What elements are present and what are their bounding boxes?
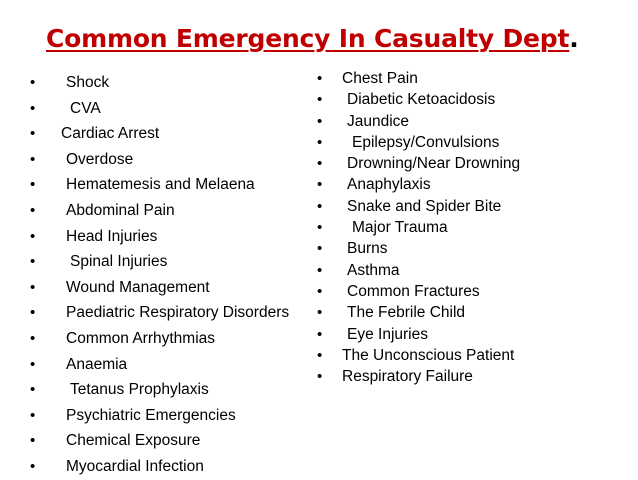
- list-item-text: Anaphylaxis: [347, 176, 431, 194]
- bullet-icon: •: [317, 240, 323, 258]
- list-item-text: CVA: [70, 99, 101, 117]
- list-item: [317, 345, 617, 366]
- list-item: [317, 217, 617, 238]
- bullet-icon: •: [317, 155, 323, 173]
- list-item-text: Respiratory Failure: [342, 368, 473, 386]
- list-item-text: Chest Pain: [342, 70, 418, 87]
- list-item-text: Paediatric Respiratory Disorders: [66, 304, 290, 322]
- list-item-text: Anaemia: [66, 355, 128, 373]
- list-item: [30, 96, 320, 122]
- bullet-icon: •: [317, 346, 323, 364]
- list-item-text: Wound Management: [66, 278, 210, 296]
- list-item-text: Psychiatric Emergencies: [66, 406, 236, 424]
- bullet-icon: •: [30, 125, 36, 143]
- list-item: [317, 281, 617, 302]
- bullet-icon: •: [317, 368, 323, 386]
- list-item: [30, 326, 320, 352]
- bullet-icon: •: [30, 457, 36, 475]
- list-item-text: Common Arrhythmias: [66, 329, 216, 347]
- list-item: [317, 132, 617, 153]
- bullet-icon: •: [30, 74, 36, 91]
- slide-title-period: .: [569, 24, 579, 53]
- list-item: [317, 260, 617, 281]
- list-item: [30, 352, 320, 378]
- list-item-text: Myocardial Infection: [66, 457, 204, 475]
- list-item-text: Major Trauma: [352, 219, 448, 237]
- left-bullet-list: [30, 70, 320, 480]
- slide-title: [46, 22, 579, 56]
- list-item: [317, 302, 617, 323]
- bullet-icon: •: [30, 99, 36, 117]
- list-item: [30, 198, 320, 224]
- list-item: [30, 300, 320, 326]
- list-item: [30, 224, 320, 250]
- list-item: [30, 377, 320, 403]
- bullet-icon: •: [30, 432, 36, 450]
- bullet-icon: •: [317, 112, 323, 130]
- bullet-icon: •: [30, 227, 36, 245]
- bullet-icon: •: [30, 355, 36, 373]
- bullet-icon: •: [317, 219, 323, 237]
- bullet-icon: •: [30, 304, 36, 322]
- list-item-text: Tetanus Prophylaxis: [70, 381, 209, 399]
- bullet-icon: •: [30, 278, 36, 296]
- slide-title-text: Common Emergency In Casualty Dept: [46, 24, 570, 53]
- list-item-text: Snake and Spider Bite: [347, 197, 502, 215]
- list-item-text: Spinal Injuries: [70, 253, 168, 271]
- bullet-icon: •: [30, 381, 36, 399]
- list-item-text: Hematemesis and Melaena: [66, 176, 255, 194]
- list-item: [30, 70, 320, 96]
- right-bullet-list: [317, 68, 617, 387]
- list-item-text: Overdose: [66, 150, 134, 168]
- list-item: [317, 366, 617, 387]
- list-item: [317, 196, 617, 217]
- list-item: [30, 121, 320, 147]
- bullet-icon: •: [317, 197, 323, 215]
- bullet-icon: •: [317, 133, 323, 151]
- list-item: [317, 174, 617, 195]
- bullet-icon: •: [30, 150, 36, 168]
- list-item-text: The Febrile Child: [347, 304, 466, 322]
- list-item-text: Common Fractures: [347, 282, 480, 300]
- bullet-icon: •: [30, 253, 36, 271]
- list-item-text: Abdominal Pain: [66, 201, 175, 219]
- list-item: [30, 249, 320, 275]
- bullet-icon: •: [317, 325, 323, 343]
- bullet-icon: •: [30, 329, 36, 347]
- list-item: [30, 147, 320, 173]
- list-item: [30, 454, 320, 480]
- list-item-text: Cardiac Arrest: [61, 125, 160, 143]
- list-item-text: Epilepsy/Convulsions: [352, 133, 500, 151]
- bullet-icon: •: [30, 201, 36, 219]
- list-item: [317, 153, 617, 174]
- list-item: [30, 172, 320, 198]
- list-item-text: Jaundice: [347, 112, 410, 130]
- list-item-text: Burns: [347, 240, 388, 258]
- list-item-text: Chemical Exposure: [66, 432, 201, 450]
- list-item-text: Shock: [66, 74, 110, 91]
- bullet-icon: •: [317, 70, 323, 87]
- bullet-icon: •: [317, 91, 323, 109]
- list-item: [30, 275, 320, 301]
- list-item-text: Head Injuries: [66, 227, 158, 245]
- list-item: [317, 111, 617, 132]
- list-item-text: The Unconscious Patient: [342, 346, 515, 364]
- bullet-icon: •: [317, 282, 323, 300]
- list-item-text: Asthma: [347, 261, 400, 279]
- list-item: [317, 68, 617, 89]
- bullet-icon: •: [30, 176, 36, 194]
- list-item: [317, 238, 617, 259]
- list-item: [317, 324, 617, 345]
- list-item: [317, 89, 617, 110]
- list-item: [30, 428, 320, 454]
- list-item-text: Diabetic Ketoacidosis: [347, 91, 496, 109]
- list-item-text: Eye Injuries: [347, 325, 428, 343]
- list-item-text: Drowning/Near Drowning: [347, 155, 521, 173]
- list-item: [30, 403, 320, 429]
- bullet-icon: •: [317, 176, 323, 194]
- bullet-icon: •: [317, 261, 323, 279]
- bullet-icon: •: [317, 304, 323, 322]
- bullet-icon: •: [30, 406, 36, 424]
